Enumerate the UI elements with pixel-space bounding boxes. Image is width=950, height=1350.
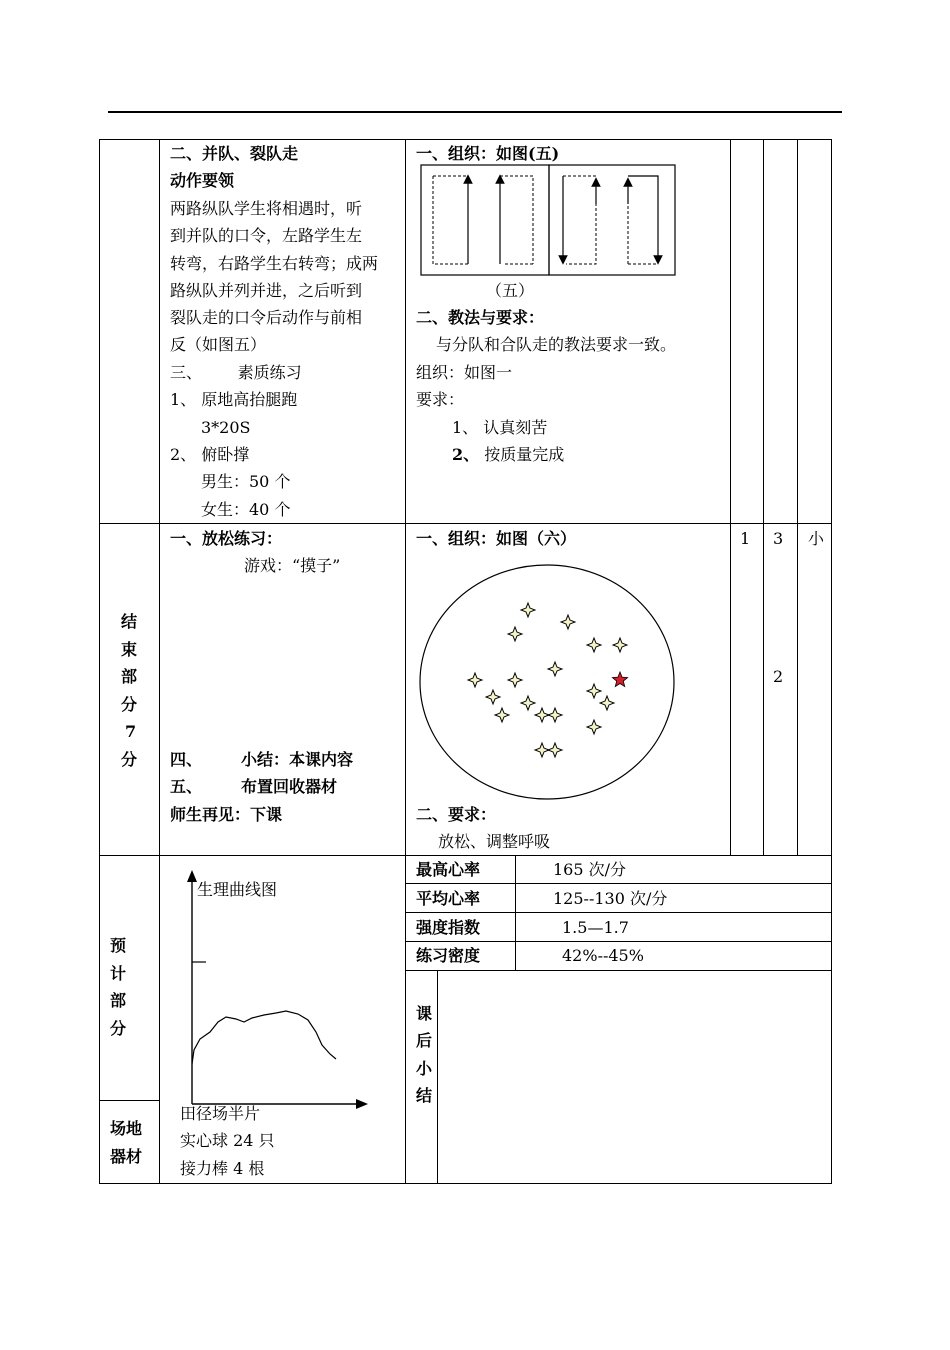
requirements-label: 要求： — [416, 390, 465, 409]
equipment-item: 实心球 24 只 — [180, 1131, 275, 1150]
drill-text-line: 反（如图五） — [170, 335, 267, 354]
student-star-icon — [561, 615, 575, 629]
catcher-star-icon — [612, 672, 627, 686]
march-diagram — [420, 164, 678, 278]
student-star-icon — [600, 696, 614, 710]
exercise-item-1: 1、 原地高抬腿跑 — [170, 390, 298, 409]
stat-label-density: 练习密度 — [416, 946, 481, 965]
equipment-item: 接力棒 4 根 — [180, 1159, 265, 1178]
game-circle-diagram — [418, 561, 678, 801]
game-name: 游戏：“摸子” — [244, 556, 341, 575]
drill-text-line: 裂队走的口令后动作与前相 — [170, 308, 363, 327]
relax-heading: 一、放松练习： — [170, 529, 283, 548]
method-text: 与分队和合队走的教法要求一致。 — [436, 335, 677, 354]
drill-heading: 二、并队、裂队走 — [170, 144, 299, 163]
student-star-icon — [587, 638, 601, 652]
exercise-item-2-female: 女生：40 个 — [201, 500, 291, 519]
requirements-heading-2: 二、要求： — [416, 805, 497, 824]
stat-label-intensity: 强度指数 — [416, 918, 481, 937]
organization-text: 组织：如图一 — [416, 363, 513, 382]
student-star-icon — [495, 708, 509, 722]
intensity-cell: 小 — [808, 529, 825, 548]
physiological-curve-chart — [180, 864, 380, 1114]
organization-heading-2: 一、组织：如图（六） — [416, 529, 577, 548]
exercise-item-2-male: 男生：50 个 — [201, 472, 291, 491]
stat-label-max-hr: 最高心率 — [416, 860, 481, 879]
requirement-2 — [452, 445, 564, 465]
organization-heading: 一、组织：如图(五) — [416, 144, 560, 163]
venue-item: 田径场半片 — [180, 1104, 261, 1123]
student-star-icon — [521, 696, 535, 710]
drill-text-line: 转弯，右路学生右转弯；成两 — [170, 254, 379, 273]
equipment-collect-line: 五、 布置回收器材 — [170, 777, 337, 796]
requirement-2-text: 按质量完成 — [479, 445, 565, 464]
student-star-icon — [587, 684, 601, 698]
drill-subheading: 动作要领 — [170, 171, 235, 190]
student-star-icon — [613, 638, 627, 652]
drill-text-line: 路纵队并列并进，之后听到 — [170, 281, 363, 300]
student-star-icon — [508, 673, 522, 687]
count-cell-a: 1 — [740, 529, 751, 548]
student-star-icon — [468, 673, 482, 687]
count-cell-b-bottom: 2 — [773, 667, 784, 686]
method-heading: 二、教法与要求： — [416, 308, 545, 327]
summary-line: 四、 小结：本课内容 — [170, 750, 353, 769]
student-star-icon — [587, 720, 601, 734]
student-star-icon — [548, 743, 562, 757]
student-star-icon — [548, 708, 562, 722]
requirements-text-2: 放松、调整呼吸 — [438, 832, 551, 851]
exercise-item-1-sets: 3*20S — [201, 418, 251, 437]
student-star-icon — [548, 662, 562, 676]
drill-text-line: 两路纵队学生将相遇时，听 — [170, 199, 363, 218]
stat-value-avg-hr: 125--130 次/分 — [553, 889, 668, 908]
drill-text-line: 到并队的口令，左路学生左 — [170, 226, 363, 245]
figure-caption: （五） — [486, 281, 535, 300]
count-cell-b-top: 3 — [773, 529, 784, 548]
requirement-1: 1、 认真刻苦 — [452, 418, 548, 437]
chart-title: 生理曲线图 — [197, 880, 278, 899]
student-star-icon — [521, 603, 535, 617]
stat-value-density: 42%--45% — [562, 946, 644, 965]
top-rule — [108, 111, 842, 113]
farewell-line: 师生再见：下课 — [170, 805, 283, 824]
exercise-item-2: 2、 俯卧撑 — [170, 445, 250, 464]
requirement-2-number: 2、 — [452, 445, 480, 464]
stat-value-max-hr: 165 次/分 — [553, 860, 627, 879]
student-star-icon — [508, 627, 522, 641]
stat-label-avg-hr: 平均心率 — [416, 889, 481, 908]
section-three: 三、 素质练习 — [170, 363, 302, 382]
student-star-icon — [486, 690, 500, 704]
stat-value-intensity: 1.5—1.7 — [562, 918, 629, 937]
